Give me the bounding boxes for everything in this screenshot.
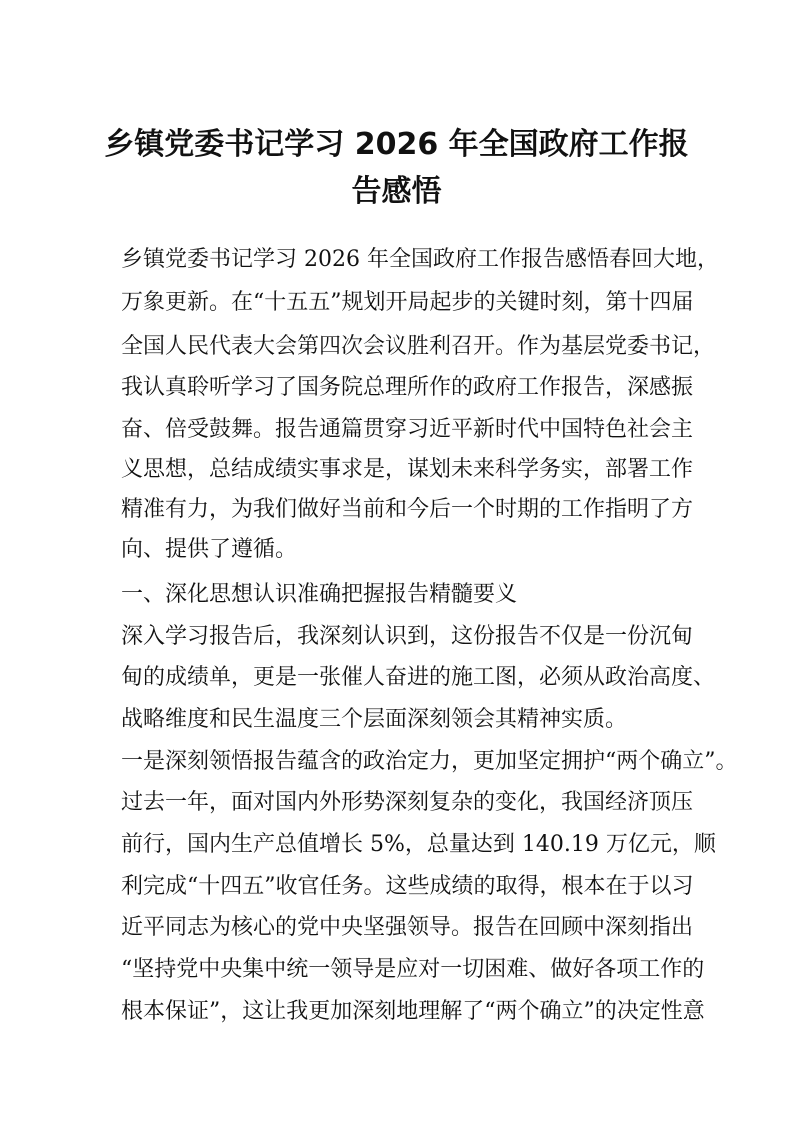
body-line: 甸的成绩单，更是一张催人奋进的施工图，必须从政治高度、: [121, 665, 716, 690]
body-line: “坚持党中央集中统一领导是应对一切困难、做好各项工作的: [121, 957, 705, 982]
body-line: 过去一年，面对国内外形势深刻复杂的变化，我国经济顶压: [121, 790, 694, 815]
document-title-line-1: 乡镇党委书记学习 2026 年全国政府工作报: [104, 127, 689, 162]
body-line: 利完成“十四五”收官任务。这些成绩的取得，根本在于以习: [121, 874, 694, 899]
document-title-line-2: 告感悟: [351, 174, 442, 209]
section-heading: 一、深化思想认识准确把握报告精髓要义: [121, 582, 518, 607]
body-line: 乡镇党委书记学习 2026 年全国政府工作报告感悟春回大地，: [121, 247, 719, 272]
body-line: 我认真聆听学习了国务院总理所作的政府工作报告，深感振: [121, 375, 694, 400]
body-line: 向、提供了遵循。: [121, 537, 298, 562]
body-line: 深入学习报告后，我深刻认识到，这份报告不仅是一份沉甸: [121, 624, 694, 649]
body-line: 奋、倍受鼓舞。报告通篇贯穿习近平新时代中国特色社会主: [121, 417, 694, 442]
body-line: 近平同志为核心的党中央坚强领导。报告在回顾中深刻指出: [121, 915, 694, 940]
body-line: 前行，国内生产总值增长 5%，总量达到 140.19 万亿元，顺: [121, 832, 716, 857]
body-line: 义思想，总结成绩实事求是，谋划未来科学务实，部署工作: [121, 457, 694, 482]
body-line: 万象更新。在“十五五”规划开局起步的关键时刻，第十四届: [121, 290, 694, 315]
body-line: 战略维度和民生温度三个层面深刻领会其精神实质。: [121, 707, 628, 732]
body-line: 全国人民代表大会第四次会议胜利召开。作为基层党委书记，: [121, 334, 716, 359]
body-line: 精准有力，为我们做好当前和今后一个时期的工作指明了方: [121, 497, 694, 522]
body-line: 根本保证”，这让我更加深刻地理解了“两个确立”的决定性意: [121, 999, 705, 1024]
body-line: 一是深刻领悟报告蕴含的政治定力，更加坚定拥护“两个确立”。: [121, 749, 738, 774]
